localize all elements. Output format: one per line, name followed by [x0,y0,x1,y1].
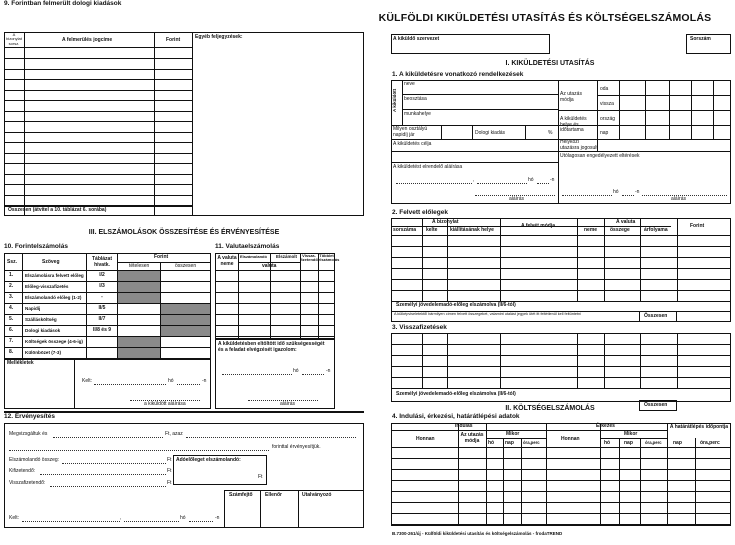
row-number: 6. [9,327,14,333]
rule-line [604,218,605,301]
rule-line [604,333,605,389]
rule-line [391,257,731,258]
rule-line [4,325,211,326]
part-1-title: I. KIKÜLDETÉSI UTASÍTÁS [505,60,595,67]
rule-line [577,218,578,301]
rule-line [391,388,731,389]
rule-line [391,480,731,481]
kikuldott-alairasa: a kiküldött aláírása [144,401,186,407]
col-jogcim: A felmerülés jogcíme [62,37,113,43]
row-text: Szállásköltség [25,317,57,322]
rule-line [4,111,192,112]
row-ref: II/7 [98,316,106,322]
row-number: 3. [9,294,14,300]
row-number: 7. [9,338,14,344]
row-ref: - [101,294,103,300]
rule-line [4,270,211,271]
row-ref: II/5 [98,305,106,311]
rule-line [486,423,487,526]
row-text: Előleg-visszafizetés [25,284,69,289]
rule-line [577,333,578,389]
rule-line [215,325,335,326]
rule-line [4,90,192,91]
rule-line [458,423,459,526]
h-ssz: Ssz. [7,259,18,265]
row-number: 8. [9,349,14,355]
rule-line [500,218,501,301]
rule-line [4,281,211,282]
rule-line [447,218,448,301]
rule-line [600,423,601,526]
row-text: Elszámolandó előleg (1-2) [25,295,82,300]
rule-line [391,502,731,503]
rule-line [640,333,641,389]
rule-line [391,524,731,525]
mellekletek-label: Mellékletek [7,360,34,366]
rule-line [447,333,448,389]
row-text: Költségek összege (4-6-ig) [25,339,83,344]
section-2-title: 2. Felvett előlegek [392,209,448,216]
rule-line [4,303,211,304]
row-text: Dologi kiadások [25,328,61,333]
row-text: Különbözet (7-3) [25,350,61,355]
rule-line [391,491,731,492]
row-number: 2. [9,283,14,289]
row-number: 4. [9,305,14,311]
rule-line [215,303,335,304]
h-osszesen: összesen [175,263,197,269]
rule-line [4,292,211,293]
rule-line [640,218,641,301]
rule-line [546,423,547,526]
rule-line [4,121,192,122]
row-ref: II/8 és 9 [92,327,112,333]
shade-4-6 [161,304,210,337]
rule-line [4,163,192,164]
rule-line [391,268,731,269]
row-text: Napidíj [25,306,41,311]
rule-line [215,281,335,282]
rule-line [4,314,211,315]
rule-line [391,458,731,459]
rule-line [677,333,678,389]
rule-line [391,513,731,514]
other-notes-label: Egyéb feljegyzések: [195,34,243,40]
rule-line [215,292,335,293]
section-9-title: 9. Forintban felmerült dologi kiadások [4,0,122,7]
rule-line [677,218,678,301]
section-11-title: 11. Valutaelszámolás [215,243,280,250]
rule-line [215,336,335,337]
h-tetelesen: tételesen [129,263,150,269]
rule-line [4,347,211,348]
rule-line [391,290,731,291]
section-9-total: Összesen (átvitel a 10. táblázat 6. sorába) [8,207,107,213]
rule-line [391,469,731,470]
rule-line [422,333,423,389]
igazolom-note: A kiküldetésben eltöltött idő szükségességét és a feladat elvégzését igazolom: [218,341,325,353]
rule-line [215,314,335,315]
section-1-title: 1. A kiküldetésre vonatkozó rendelkezések [392,71,524,78]
rule-line [391,366,731,367]
rule-line [4,184,192,185]
rule-line [422,218,423,301]
section-4-title: 4. Indulási, érkezési, határátlépési adatok [392,413,520,420]
h-tablazat: Táblázat hivatk. [91,256,112,268]
rule-line [4,153,192,154]
rule-line [4,336,211,337]
shade-1-3 [118,271,160,304]
section-3-title: 3. Visszafizetések [392,324,447,331]
rule-line [391,344,731,345]
rule-line [4,100,192,101]
rule-line [4,195,192,196]
row-number: 5. [9,316,14,322]
rule-line [667,423,668,526]
rule-line [500,333,501,389]
rule-line [4,69,192,70]
rule-line [4,174,192,175]
row-ref: I/3 [99,283,105,289]
rule-line [4,79,192,80]
h-forint: Forint [154,254,169,260]
section-9-table [4,32,364,216]
row-text: Elszámolásra felvett előleg [25,273,84,278]
row-number: 1. [9,272,14,278]
rule-line [391,355,731,356]
form-footer: B.7300-261/új - Külföldi kiküldetési utasítás és költségelszámolás - frodaTREND [392,531,563,536]
col-sorsz: A bizonylat sorsz. [6,32,22,46]
col-forint: Forint [166,37,181,43]
main-title: KÜLFÖLDI KIKÜLDETÉSI UTASÍTÁS ÉS KÖLTSÉGELSZÁMOLÁS [378,12,712,24]
rule-line [4,142,192,143]
row-ref: I/2 [99,272,105,278]
section-10-title: 10. Forintelszámolás [4,243,68,250]
rule-line [4,132,192,133]
part-3-title: III. ELSZÁMOLÁSOK ÖSSZESÍTÉSE ÉS ÉRVÉNYESÍTÉSE [88,229,280,236]
section-12-title: 12. Érvényesítés [4,413,55,420]
rule-line [4,58,192,59]
rule-line [391,246,731,247]
part-2-title: II. KÖLTSÉGELSZÁMOLÁS [505,405,595,412]
h-szoveg: Szöveg [42,259,60,265]
kelt-label: Kelt: [82,378,93,384]
rule-line [391,279,731,280]
rule-line [391,377,731,378]
h-valuta-neme: A valuta neme [217,255,237,267]
